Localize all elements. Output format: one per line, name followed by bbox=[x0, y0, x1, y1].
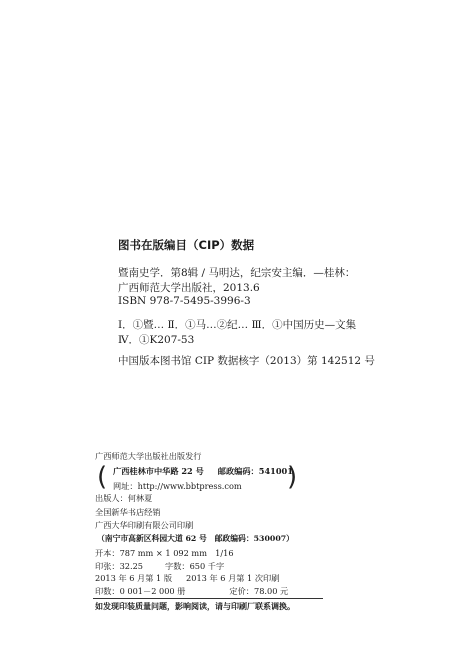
cip-record-number: 中国版本图书馆 CIP 数据核字（2013）第 142512 号 bbox=[118, 355, 375, 367]
postcode-value: 541001 bbox=[258, 466, 293, 476]
website-link: http://www.bbtpress.com bbox=[137, 481, 242, 491]
cip-title: 图书在版编目（CIP）数据 bbox=[118, 238, 255, 252]
edition: 2013 年 6 月第 1 版 bbox=[95, 573, 173, 583]
printer-address: （南宁市高新区科园大道 62 号 邮政编码：530007） bbox=[97, 534, 294, 543]
cip-line-title-editors: 暨南史学．第8辑 / 马明达，纪宗安主编．—桂林： bbox=[118, 267, 356, 279]
edition-line bbox=[95, 573, 279, 584]
divider-rule bbox=[93, 598, 323, 599]
cip-line-classification: Ⅳ．①K207-53 bbox=[118, 334, 195, 346]
website-line bbox=[113, 481, 242, 492]
cip-line-publisher-date: 广西师范大学出版社，2013.6 bbox=[118, 282, 260, 294]
publisher-address: 广西桂林市中华路 22 号 bbox=[113, 466, 204, 476]
right-bracket-icon: ) bbox=[287, 462, 298, 492]
print-run: 印数：0 001－2 000 册 bbox=[95, 586, 186, 596]
website-label: 网址： bbox=[113, 481, 138, 491]
publisher-person: 出版人：何林夏 bbox=[95, 493, 153, 503]
printing: 2013 年 6 月第 1 次印刷 bbox=[186, 573, 280, 583]
issuer-line: 广西师范大学出版社出版发行 bbox=[95, 451, 202, 461]
cip-line-isbn: ISBN 978-7-5495-3996-3 bbox=[118, 295, 251, 307]
cip-line-subject-headings: Ⅰ．①暨… Ⅱ．①马…②纪… Ⅲ．①中国历史—文集 bbox=[118, 319, 357, 331]
book-format: 开本：787 mm × 1 092 mm 1/16 bbox=[95, 548, 234, 558]
sheets: 印张：32.25 bbox=[95, 561, 144, 571]
price: 定价：78.00 元 bbox=[229, 586, 289, 596]
left-bracket-icon: ( bbox=[97, 462, 108, 492]
distributor: 全国新华书店经销 bbox=[95, 507, 161, 517]
sheets-words-line bbox=[95, 561, 224, 572]
publisher-address-line bbox=[113, 466, 293, 477]
printer: 广西大华印刷有限公司印刷 bbox=[95, 520, 194, 530]
quality-notice: 如发现印装质量问题，影响阅读，请与印刷厂联系调换。 bbox=[95, 601, 295, 611]
print-run-price-line bbox=[95, 586, 288, 597]
word-count: 字数：650 千字 bbox=[165, 561, 225, 571]
postcode-label: 邮政编码： bbox=[217, 466, 259, 476]
